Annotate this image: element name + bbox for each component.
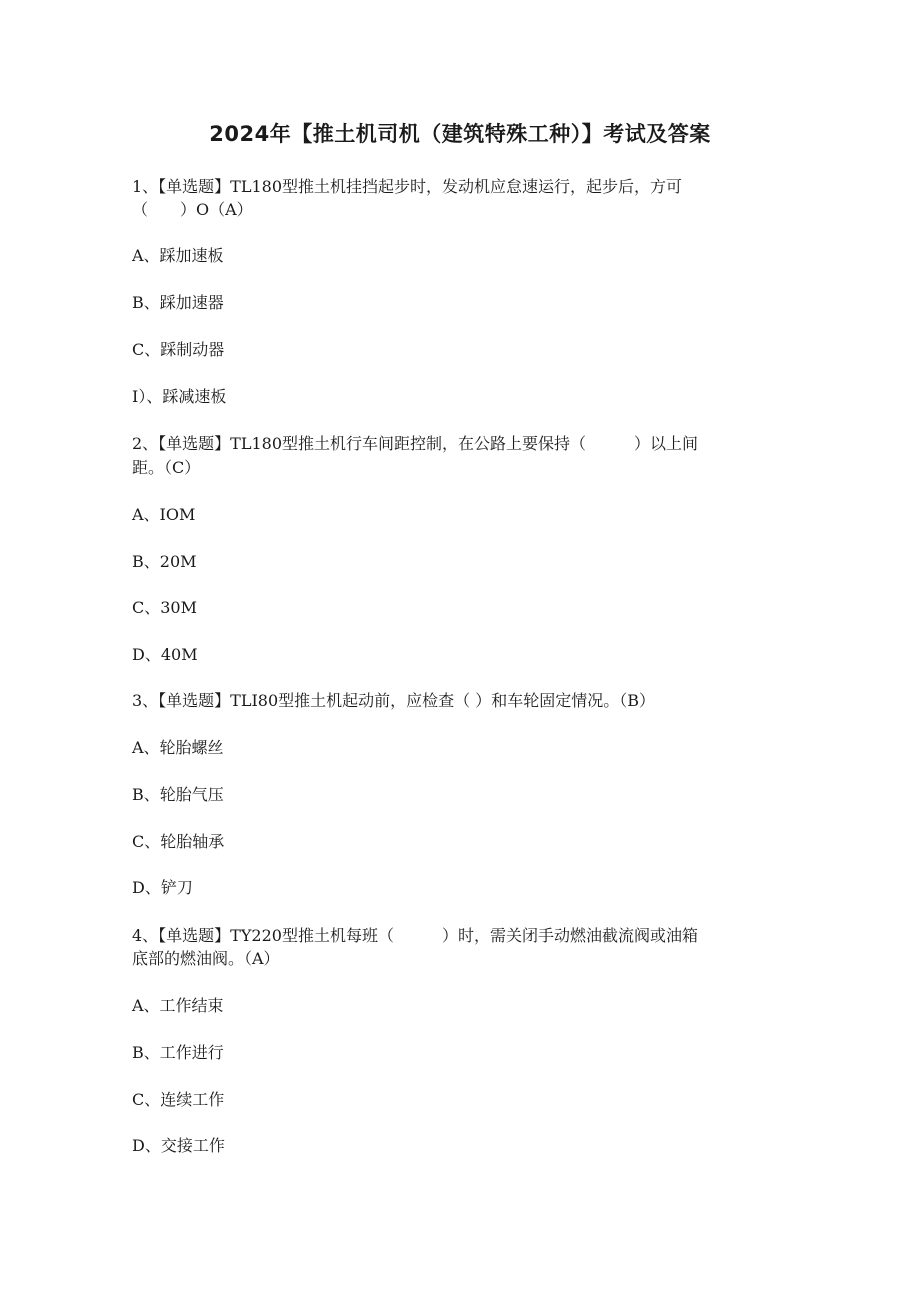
question-3-option-b: B、轮胎气压 xyxy=(132,785,224,804)
question-2-option-b: B、20M xyxy=(132,552,197,571)
question-1-option-d: I）、踩减速板 xyxy=(132,387,227,406)
question-3-option-d: D、铲刀 xyxy=(132,878,193,897)
question-2-option-c: C、30M xyxy=(132,598,197,617)
question-4-option-c: C、连续工作 xyxy=(132,1090,225,1109)
question-1-option-a: A、踩加速板 xyxy=(132,246,224,265)
question-1-option-c: C、踩制动器 xyxy=(132,340,225,359)
question-1-option-b: B、踩加速器 xyxy=(132,293,224,312)
question-2-stem-line-2: 距。（C） xyxy=(132,458,201,477)
question-2-option-a: A、IOM xyxy=(132,505,196,524)
question-4-option-a: A、工作结束 xyxy=(132,996,224,1015)
question-4-stem-line-1: 4、【单选题】TY220型推土机每班（ ）时，需关闭手动燃油截流阀或油箱 xyxy=(132,926,698,945)
question-1-stem-line-1: 1、【单选题】TL180型推土机挂挡起步时，发动机应怠速运行，起步后，方可 xyxy=(132,177,683,196)
question-1-stem-line-2: （ ）O（A） xyxy=(132,200,253,219)
question-4-stem-line-2: 底部的燃油阀。（A） xyxy=(132,949,280,968)
question-4-option-b: B、工作进行 xyxy=(132,1043,224,1062)
question-3-option-c: C、轮胎轴承 xyxy=(132,832,225,851)
question-3-stem-line-1: 3、【单选题】TLI80型推土机起动前，应检查（ ）和车轮固定情况。（B） xyxy=(132,691,656,710)
document-title: 2024年【推土机司机（建筑特殊工种）】考试及答案 xyxy=(209,122,711,146)
question-2-option-d: D、40M xyxy=(132,645,198,664)
question-2-stem-line-1: 2、【单选题】TL180型推土机行车间距控制，在公路上要保持（ ）以上间 xyxy=(132,434,699,453)
question-3-option-a: A、轮胎螺丝 xyxy=(132,738,224,757)
question-4-option-d: D、交接工作 xyxy=(132,1136,225,1155)
